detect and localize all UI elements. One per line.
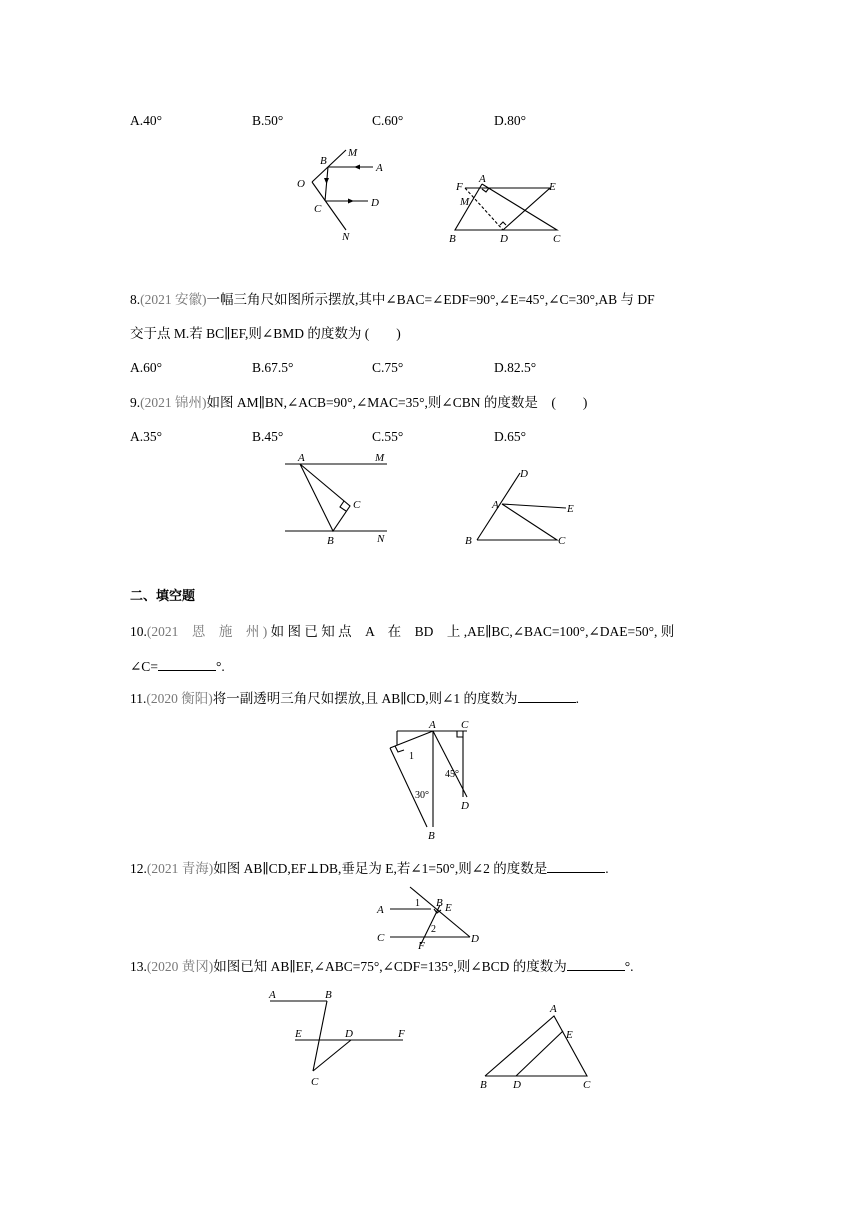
section-title: 二、填空题 <box>130 589 196 604</box>
figure-q10-triangle <box>475 1000 605 1095</box>
label-a: A <box>376 162 383 174</box>
label-c: C <box>353 499 361 511</box>
label-d: D <box>371 197 379 209</box>
label-n: N <box>377 533 385 545</box>
label-d: D <box>345 1028 353 1040</box>
q8-option-a: A.60° <box>130 360 163 375</box>
answer-blank[interactable] <box>547 858 605 873</box>
label-c: C <box>553 233 561 245</box>
label-c: C <box>377 932 385 944</box>
label-c: C <box>558 535 566 547</box>
label-a: A <box>550 1003 557 1015</box>
q11-line1: 11.(2020 衡阳)将一副透明三角尺如摆放,且 AB∥CD,则∠1 的度数为 . <box>130 688 730 709</box>
label-b: B <box>320 155 327 167</box>
figure-q10 <box>460 465 580 550</box>
label-n: N <box>342 231 350 243</box>
q10-line1: 10.(2021 恩 施 州 ) 如 图 已 知 点 A 在 BD 上 ,AE∥BC,∠BAC=100°,∠DAE=50°, 则 <box>130 624 675 639</box>
label-1: 1 <box>415 898 420 909</box>
q8-option-c: C.75° <box>372 360 404 375</box>
label-e: E <box>566 1029 573 1041</box>
label-1: 1 <box>409 751 414 762</box>
option-a: A.40° <box>130 113 163 128</box>
q8-line2: 交于点 M.若 BC∥EF,则∠BMD 的度数为 ( ) <box>130 326 401 341</box>
q9-line1: 9.(2021 锦州)如图 AM∥BN,∠ACB=90°,∠MAC=35°,则∠CBN 的度数是 ( ) <box>130 395 588 410</box>
label-d: D <box>500 233 508 245</box>
q9-option-d: D.65° <box>494 429 527 444</box>
label-f: F <box>418 940 425 952</box>
option-c: C.60° <box>372 113 404 128</box>
figure-q9 <box>280 450 400 550</box>
label-b: B <box>436 897 443 909</box>
q9-option-c: C.55° <box>372 429 404 444</box>
label-a: A <box>298 452 305 464</box>
label-c: C <box>314 203 322 215</box>
label-d: D <box>471 933 479 945</box>
figure-q11 <box>385 715 485 845</box>
label-e: E <box>567 503 574 515</box>
label-e: E <box>295 1028 302 1040</box>
label-a: A <box>479 173 486 185</box>
answer-blank[interactable] <box>158 656 216 671</box>
q8-option-b: B.67.5° <box>252 360 294 375</box>
option-b: B.50° <box>252 113 284 128</box>
label-45: 45° <box>445 769 459 780</box>
answer-blank[interactable] <box>518 688 576 703</box>
label-2: 2 <box>431 924 436 935</box>
label-m: M <box>460 196 470 208</box>
answer-blank[interactable] <box>567 956 625 971</box>
figure-q8 <box>445 170 575 250</box>
label-c: C <box>461 719 469 731</box>
label-a: A <box>492 499 499 511</box>
label-d: D <box>513 1079 521 1091</box>
q9-option-a: A.35° <box>130 429 163 444</box>
q8-line1: 8.(2021 安徽)一幅三角尺如图所示摆放,其中∠BAC=∠EDF=90°,∠E=45°,∠C=30°,AB 与 DF <box>130 292 655 307</box>
label-f: F <box>456 181 463 193</box>
figure-angle-o <box>290 140 400 250</box>
label-b: B <box>465 535 472 547</box>
label-m: M <box>348 147 358 159</box>
label-d: D <box>520 468 528 480</box>
label-o: O <box>297 178 305 190</box>
label-a: A <box>429 719 436 731</box>
label-b: B <box>449 233 456 245</box>
label-c: C <box>583 1079 591 1091</box>
label-e: E <box>549 181 556 193</box>
label-30: 30° <box>415 790 429 801</box>
q8-option-d: D.82.5° <box>494 360 537 375</box>
label-b: B <box>480 1079 487 1091</box>
label-b: B <box>428 830 435 842</box>
label-f: F <box>398 1028 405 1040</box>
q13-line1: 13.(2020 黄冈)如图已知 AB∥EF,∠ABC=75°,∠CDF=135°,则∠BCD 的度数为 °. <box>130 956 730 977</box>
label-d: D <box>461 800 469 812</box>
option-d: D.80° <box>494 113 527 128</box>
figure-q12 <box>375 882 495 950</box>
q12-line1: 12.(2021 青海)如图 AB∥CD,EF⊥DB,垂足为 E,若∠1=50°,则∠2 的度数是 . <box>130 858 730 879</box>
label-m: M <box>375 452 385 464</box>
label-e: E <box>445 902 452 914</box>
label-b: B <box>327 535 334 547</box>
label-c: C <box>311 1076 319 1088</box>
q9-option-b: B.45° <box>252 429 284 444</box>
label-a: A <box>269 989 276 1001</box>
label-b: B <box>325 989 332 1001</box>
q10-line2: ∠C= °. <box>130 656 730 677</box>
label-a: A <box>377 904 384 916</box>
figure-q13 <box>265 985 415 1090</box>
